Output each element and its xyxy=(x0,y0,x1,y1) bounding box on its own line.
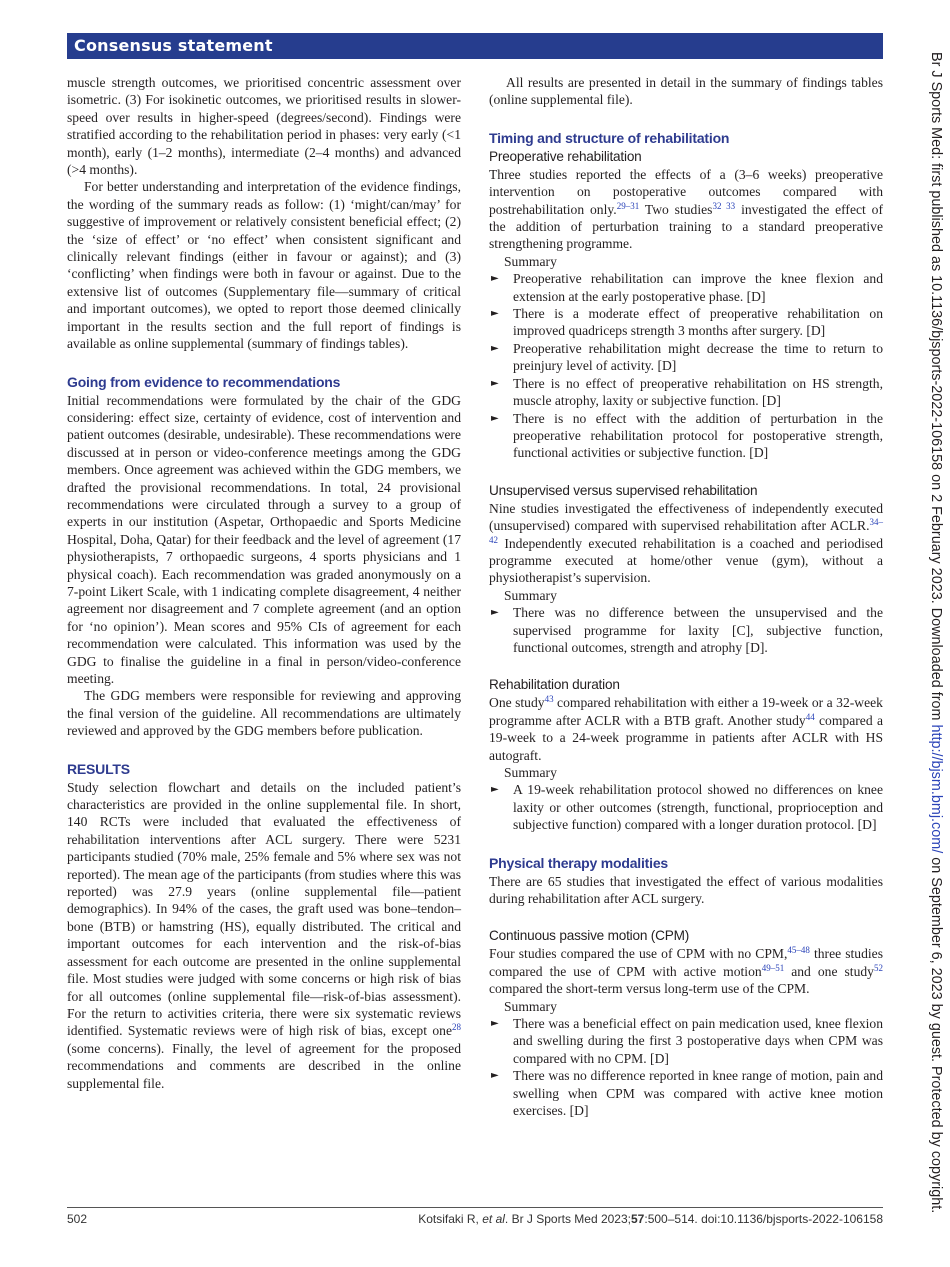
recommendations-paragraph-2: The GDG members were responsible for reviewing and approving the final version of the guideline. All recommendations are ultimately reviewed and approved by the GDG members before publication. xyxy=(67,688,461,739)
subheading-duration: Rehabilitation duration xyxy=(489,677,620,693)
summary-bullet: ► A 19-week rehabilitation protocol showed no differences on knee laxity or other outcomes (strength, functional, proprioception and subjective function) compared with a longer duration protocol. [D] xyxy=(491,782,883,833)
section-header-bar xyxy=(67,33,883,59)
bullet-arrow-icon: ► xyxy=(491,377,499,389)
bullet-arrow-icon: ► xyxy=(491,412,499,424)
citation-ref[interactable]: 44 xyxy=(805,711,815,722)
bullet-arrow-icon: ► xyxy=(491,308,499,320)
bullet-arrow-icon: ► xyxy=(491,342,499,354)
citation-ref[interactable]: 52 xyxy=(873,962,883,973)
citation-ref[interactable]: 43 xyxy=(544,694,554,705)
summary-bullet: ► There was no difference between the unsupervised and the supervised programme for laxity [C], subjective function, functional outcomes, strength and atrophy [D]. xyxy=(491,605,883,655)
summary-bullet: ► There is no effect of preoperative rehabilitation on HS strength, muscle atrophy, laxity or subjective function. [D] xyxy=(491,375,883,409)
bullet-arrow-icon: ► xyxy=(491,607,499,619)
bullet-arrow-icon: ► xyxy=(491,784,499,796)
summary-label: Summary xyxy=(504,253,557,269)
duration-paragraph: One study$^{43}$ compared rehabilitation with either a 19-week or a 32-week programme after ACLR with a BTB graft. Another study$^{44}$ compared a 19-week to a 24-week programme in patients after ACLR with HS autograft. xyxy=(489,694,883,763)
summary-bullet: ► Preoperative rehabilitation can improve the knee flexion and extension at the early postoperative phase. [D] xyxy=(491,271,883,304)
summary-bullet: ► Preoperative rehabilitation might decrease the time to return to preinjury level of activity. [D] xyxy=(491,340,883,374)
preoperative-paragraph: Three studies reported the effects of a (3–6 weeks) preoperative intervention on postoperative outcomes compared with postrehabilitation only.$^{29-31}$ Two studies$^{32 33}$ investigated the effect of the addition of perturbation training to a standard preoperative strengthening programme. xyxy=(489,166,884,252)
results-detail-paragraph: All results are presented in detail in the summary of findings tables (online supplemental file). xyxy=(489,75,883,108)
unsupervised-paragraph: Nine studies investigated the effectiveness of independently executed (unsupervised) compared with supervised rehabilitation after ACLR.$^{34-42}$ Independently executed rehabilitation is a coached and periodised programme executed at home/other venue (gym), without a physiotherapist’s supervision. xyxy=(489,500,883,586)
duration-summary-list xyxy=(489,781,883,833)
side-note-text: Br J Sports Med: first published as 10.1136/bjsports-2022-106158 on 2 February 2023. Downloaded from http://bjsm.bmj.com/ on September 6, 2023 by guest. Protected by copyright. xyxy=(928,52,944,1214)
heading-results: RESULTS xyxy=(67,760,130,777)
side-copyright-note xyxy=(922,52,948,1212)
citation-ref[interactable]: 45–48 xyxy=(787,945,810,956)
unsupervised-summary-list xyxy=(489,604,883,656)
footer-divider xyxy=(67,1207,883,1208)
subheading-cpm: Continuous passive motion (CPM) xyxy=(489,928,690,944)
summary-label: Summary xyxy=(504,998,557,1014)
section-header-label: Consensus statement xyxy=(74,36,273,55)
modalities-paragraph: There are 65 studies that investigated the effect of various modalities during rehabilitation after ACL surgery. xyxy=(489,873,883,907)
left-column xyxy=(67,74,461,1092)
results-paragraph: Study selection flowchart and details on the included patient’s characteristics are provided in the online supplemental file. In short, 140 RCTs were included that evaluated the effectiveness of rehabilitation interventions after ACL surgery. There were 5231 participants studied (70% male, 25% female and 5% where sex was not reported). The mean age of the participants (from studies where this was reported) was 27.9 years (online supplemental file—patient demographics). In 94% of the cases, the graft used was bone–tendon–bone (BTB) or hamstring (HS), equally distributed. The critical and important outcomes for each intervention and the risk-of-bias assessment for each outcome are presented in the online supplemental file. Most studies were judged with some concerns or high risk of bias for all outcomes (online supplemental file—risk-of-bias assessment). For the return to activities criteria, there were six systematic reviews identified. Systematic reviews were of high risk of bias, except one$^{28}$ (some concerns). Finally, the level of agreement for the proposed recommendations and comments are described in the online supplemental file. xyxy=(67,779,461,1091)
summary-bullet: ► There was a beneficial effect on pain medication used, knee flexion and swelling during the first 3 postoperative days when CPM was compared with no CPM. [D] xyxy=(491,1016,883,1066)
citation-ref[interactable]: 34–42 xyxy=(489,517,883,545)
methods-paragraph-1: muscle strength outcomes, we prioritised concentric assessment over isometric. (3) For isokinetic outcomes, we prioritised results in slower-speed over results in higher-speed (degrees/second). Findings were stratified according to the rehabilitation period in phases: very early (<1 month), early (1–2 months), intermediate (2–4 months) and advanced (>4 months). xyxy=(67,75,461,178)
bullet-arrow-icon: ► xyxy=(491,273,499,285)
bullet-arrow-icon: ► xyxy=(491,1070,499,1082)
citation-ref[interactable]: 32 33 xyxy=(712,200,736,211)
summary-label: Summary xyxy=(504,765,557,780)
preoperative-summary-list xyxy=(489,270,883,461)
cpm-summary-list xyxy=(489,1015,883,1119)
heading-evidence-to-recommendations: Going from evidence to recommendations xyxy=(67,373,341,390)
summary-label: Summary xyxy=(504,587,557,603)
right-column xyxy=(489,74,883,1120)
footer-citation: Kotsifaki R, et al. Br J Sports Med 2023;57:500–514. doi:10.1136/bjsports-2022-106158 xyxy=(418,1212,883,1226)
summary-bullet: ► There was no difference reported in knee range of motion, pain and swelling when CPM was compared with active knee motion exercises. [D] xyxy=(491,1068,883,1119)
methods-paragraph-2: For better understanding and interpretation of the evidence findings, the wording of the summary reads as follow: (1) ‘might/can/may’ for suggestive of improvement or relatively consistent beneficial effect; (2) the ‘size of effect’ or ‘no effect’ when consistent significant and clinically relevant findings (either in favour or against); and (3) ‘conflicting’ when findings were both in favour or against. Due to the extensive list of outcomes (Supplementary file—summary of critical and important outcomes), we opted to report those deemed clinically important in the results section and the full report of findings is available as online supplemental (summary of findings tables). xyxy=(67,179,461,352)
citation-ref[interactable]: 28 xyxy=(452,1022,461,1033)
summary-bullet: ► There is a moderate effect of preoperative rehabilitation on improved quadriceps strength 3 months after surgery. [D] xyxy=(491,306,883,339)
bullet-arrow-icon: ► xyxy=(491,1018,499,1030)
citation-ref[interactable]: 49–51 xyxy=(761,962,785,973)
cpm-paragraph: Four studies compared the use of CPM with no CPM,$^{45-48}$ three studies compared the use of CPM with active motion$^{49-51}$ and one study$^{52}$ compared the short-term versus long-term use of the CPM. xyxy=(489,945,883,997)
recommendations-paragraph-1: Initial recommendations were formulated by the chair of the GDG considering: effect size, certainty of evidence, cost of intervention and patient outcomes (desirable, undesirable). These recommendations were discussed at in person or video-conference meetings among the GDG members. Once agreement was achieved within the GDG members, we drafted the provisional recommendations. In total, 24 provisional recommendations were circulated through a survey to a group of experts in our institution (Aspetar, Orthopaedic and Sports Medicine Hospital, Doha, Qatar) for their feedback and the level of agreement (17 physiotherapists, 7 orthopaedic surgeons, 4 sports physicians and 1 physical coach). Each recommendation was graded anonymously on a 7-point Likert Scale, with 1 indicating complete disagreement, 4 neither agreement nor disagreement and 7 complete agreement (and an option for ‘no opinion’). Mean scores and 95% CIs of agreement for each recommendation were calculated. This information was used by the GDG to finalise the guideline in a final in person/video-conference meeting. xyxy=(67,392,461,686)
summary-bullet: ► There is no effect with the addition of perturbation in the preoperative rehabilitation protocol for postoperative strength, functional activities or subjective function. [D] xyxy=(491,410,883,461)
bjsm-link[interactable]: http://bjsm.bmj.com/ xyxy=(928,724,944,854)
citation-ref[interactable]: 29–31 xyxy=(616,200,640,211)
heading-physical-therapy-modalities: Physical therapy modalities xyxy=(489,854,669,871)
page-number: 502 xyxy=(67,1212,88,1226)
subheading-preoperative: Preoperative rehabilitation xyxy=(489,148,642,164)
heading-timing-structure: Timing and structure of rehabilitation xyxy=(489,129,730,146)
subheading-unsupervised: Unsupervised versus supervised rehabilitation xyxy=(489,482,758,498)
